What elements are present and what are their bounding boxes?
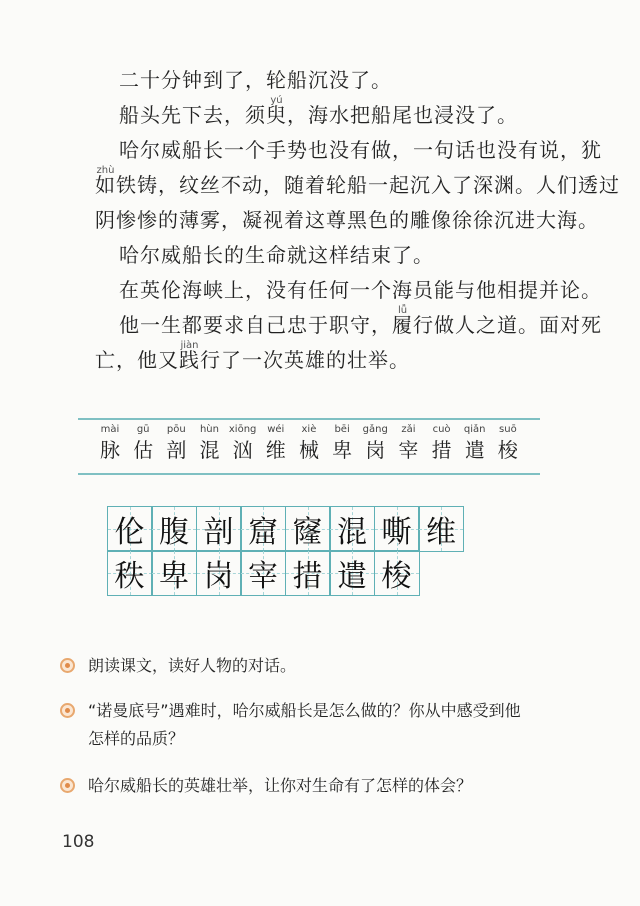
vocab-item bbox=[426, 420, 458, 463]
passage-line-8 bbox=[119, 305, 602, 337]
passage-line-6 bbox=[119, 245, 565, 265]
vocab-char: 估 bbox=[133, 438, 154, 462]
passage-text: 阴惨惨的薄雾，凝视着这尊黑色的雕像徐徐沉进大海。 bbox=[95, 208, 599, 232]
passage-text: 在英伦海峡上，没有任何一个海员能与他相提并论。 bbox=[119, 278, 602, 302]
question-line: 哈尔威船长的英雄壮举，让你对生命有了怎样的体会？ bbox=[88, 776, 473, 795]
vocab-char: 剖 bbox=[166, 438, 187, 462]
grid-char: 窟 bbox=[248, 514, 278, 550]
question-line: 怎样的品质？ bbox=[88, 729, 185, 748]
ruby-char bbox=[392, 305, 413, 337]
vocab-list bbox=[94, 420, 524, 463]
vocab-char: 宰 bbox=[398, 438, 419, 462]
vocab-pinyin: xiōng bbox=[228, 424, 257, 435]
passage-line-7 bbox=[119, 278, 602, 302]
vocab-pinyin: wéi bbox=[267, 424, 285, 435]
vocab-char: 梭 bbox=[497, 438, 518, 462]
passage-line-3 bbox=[119, 138, 602, 162]
vocab-item bbox=[260, 420, 292, 463]
vocab-char: 维 bbox=[265, 438, 286, 462]
grid-char: 措 bbox=[292, 559, 323, 594]
question-text bbox=[88, 652, 608, 680]
vocab-pinyin: mài bbox=[100, 424, 120, 435]
grid-char: 剖 bbox=[203, 514, 234, 550]
grid-cell bbox=[285, 550, 331, 596]
grid-char: 宰 bbox=[248, 559, 278, 594]
ruby-pinyin: lǚ bbox=[397, 305, 408, 316]
grid-char: 卑 bbox=[159, 559, 189, 594]
vocab-item bbox=[293, 420, 325, 463]
grid-cell bbox=[374, 550, 420, 596]
question-2 bbox=[60, 697, 608, 753]
grid-char: 伦 bbox=[114, 514, 145, 550]
grid-row-2 bbox=[108, 552, 464, 597]
vocab-pinyin: cuò bbox=[432, 424, 451, 435]
passage-line-4 bbox=[95, 165, 620, 197]
vocab-char: 脉 bbox=[100, 438, 120, 462]
vocab-item bbox=[193, 420, 225, 463]
question-text bbox=[88, 772, 608, 800]
question-3 bbox=[60, 772, 608, 800]
vocab-band bbox=[78, 418, 540, 475]
question-line: 朗读课文，读好人物的对话。 bbox=[88, 656, 297, 675]
question-text bbox=[88, 697, 608, 753]
grid-cell bbox=[196, 550, 242, 596]
vocab-char: 岗 bbox=[365, 438, 386, 462]
grid-row-1 bbox=[108, 507, 464, 552]
ruby-pinyin: zhù bbox=[96, 165, 115, 176]
vocab-pinyin: zǎi bbox=[401, 424, 416, 435]
grid-cell bbox=[107, 506, 153, 552]
vocab-item bbox=[127, 420, 159, 463]
ruby-char bbox=[179, 340, 200, 372]
grid-char: 梭 bbox=[381, 559, 412, 594]
passage-text: 船头先下去，须 bbox=[119, 103, 266, 127]
vocab-item bbox=[359, 420, 391, 463]
grid-cell bbox=[151, 506, 197, 552]
vocab-pinyin: gū bbox=[136, 424, 150, 435]
bullet-icon bbox=[60, 778, 75, 793]
vocab-item bbox=[492, 420, 524, 463]
ruby-char bbox=[95, 165, 116, 197]
grid-char: 嘶 bbox=[381, 514, 412, 550]
passage-text: 行做人之道。面对死 bbox=[413, 313, 602, 337]
passage-text: 铁铸，纹丝不动，随着轮船一起沉入了深渊。人们透过 bbox=[116, 173, 620, 197]
question-line: “诺曼底号”遇难时，哈尔威船长是怎么做的？你从中感受到他 bbox=[88, 701, 521, 720]
passage-text: 行了一次英雄的壮举。 bbox=[200, 348, 410, 372]
ruby-base: 践 bbox=[179, 348, 200, 372]
bullet-icon bbox=[60, 703, 75, 718]
grid-cell bbox=[151, 550, 197, 596]
writing-grid bbox=[108, 507, 464, 596]
vocab-item bbox=[326, 420, 358, 463]
vocab-item bbox=[227, 420, 259, 463]
passage-line-5 bbox=[95, 208, 599, 232]
grid-cell bbox=[329, 506, 375, 552]
grid-cell bbox=[240, 506, 286, 552]
passage bbox=[95, 68, 620, 385]
question-1 bbox=[60, 652, 608, 680]
ruby-base: 如 bbox=[95, 173, 116, 197]
grid-cell bbox=[329, 550, 375, 596]
grid-char: 秩 bbox=[114, 559, 145, 594]
grid-char: 窿 bbox=[292, 514, 323, 550]
vocab-pinyin: hùn bbox=[199, 424, 219, 435]
vocab-char: 混 bbox=[199, 438, 220, 462]
vocab-pinyin: pōu bbox=[166, 424, 186, 435]
vocab-item bbox=[160, 420, 192, 463]
passage-line-9 bbox=[95, 340, 565, 372]
vocab-char: 汹 bbox=[232, 438, 253, 462]
passage-line-1 bbox=[119, 70, 565, 90]
ruby-base: 臾 bbox=[266, 103, 287, 127]
vocab-pinyin: xiè bbox=[301, 424, 317, 435]
passage-text: 哈尔威船长一个手势也没有做，一句话也没有说，犹 bbox=[119, 138, 602, 162]
page-number: 108 bbox=[62, 832, 95, 852]
passage-text: 亡，他又 bbox=[95, 348, 179, 372]
passage-text: 二十分钟到了，轮船沉没了。 bbox=[119, 68, 392, 92]
passage-line-2 bbox=[119, 95, 565, 127]
ruby-pinyin: yú bbox=[270, 95, 283, 106]
grid-char: 混 bbox=[337, 514, 367, 550]
vocab-pinyin: qiǎn bbox=[463, 424, 486, 435]
ruby-base: 履 bbox=[392, 313, 413, 337]
grid-cell bbox=[418, 506, 464, 552]
vocab-item bbox=[392, 420, 424, 463]
vocab-item bbox=[94, 420, 126, 463]
grid-cell bbox=[285, 506, 331, 552]
grid-cell bbox=[374, 506, 420, 552]
grid-cell bbox=[107, 550, 153, 596]
passage-text: 他一生都要求自己忠于职守， bbox=[119, 313, 392, 337]
vocab-char: 措 bbox=[431, 438, 452, 462]
vocab-pinyin: bēi bbox=[334, 424, 350, 435]
grid-char: 腹 bbox=[159, 514, 189, 550]
grid-char: 遣 bbox=[337, 559, 367, 594]
passage-text: 哈尔威船长的生命就这样结束了。 bbox=[119, 243, 434, 267]
vocab-char: 卑 bbox=[332, 438, 353, 462]
vocab-pinyin: suō bbox=[499, 424, 517, 435]
grid-cell bbox=[240, 550, 286, 596]
grid-char: 维 bbox=[426, 514, 456, 550]
grid-char: 岗 bbox=[203, 559, 234, 594]
vocab-char: 械 bbox=[298, 438, 319, 462]
vocab-item bbox=[459, 420, 491, 463]
vocab-pinyin: gǎng bbox=[362, 424, 388, 435]
vocab-char: 遣 bbox=[464, 438, 485, 462]
bullet-icon bbox=[60, 658, 75, 673]
grid-cell bbox=[196, 506, 242, 552]
passage-text: ，海水把船尾也浸没了。 bbox=[287, 103, 518, 127]
ruby-pinyin: jiàn bbox=[180, 340, 199, 351]
ruby-char bbox=[266, 95, 287, 127]
